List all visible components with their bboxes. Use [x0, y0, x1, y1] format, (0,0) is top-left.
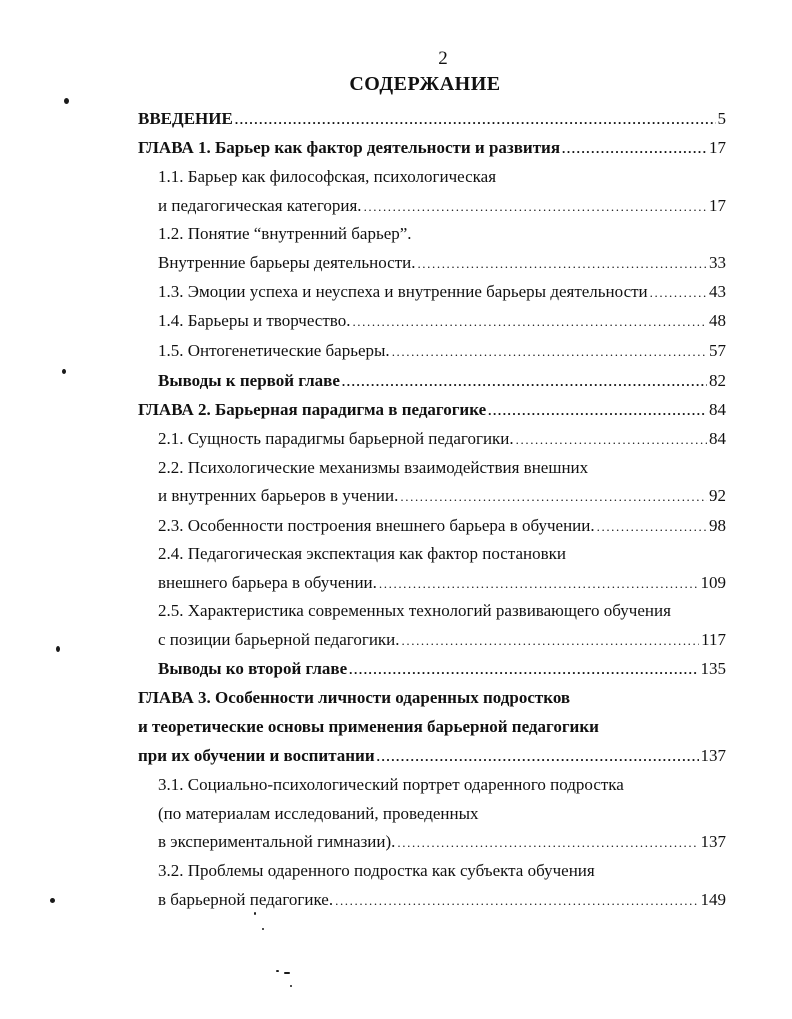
toc-entry-3-2 — [158, 885, 726, 914]
toc-entry-text: 1.5. Онтогенетические барьеры. — [158, 341, 390, 360]
toc-entry-1-2 — [158, 248, 726, 277]
toc-entry-conclusions-2 — [158, 654, 726, 683]
toc-page-number: 33 — [709, 253, 726, 272]
leader-dots — [597, 512, 707, 541]
toc-page-number: 82 — [709, 371, 726, 390]
toc-entry-text: 1.3. Эмоции успеха и неуспеха и внутренние барьеры деятельности — [158, 282, 648, 301]
toc-page-number: 17 — [709, 196, 726, 215]
toc-entry-intro — [138, 104, 726, 133]
scan-speck — [50, 898, 55, 903]
toc-entry-text: внешнего барьера в обучении. — [158, 573, 377, 592]
toc-entry-text: при их обучении и воспитании — [138, 746, 375, 765]
toc-entry-2-2 — [158, 481, 726, 510]
toc-entry-text: ГЛАВА 1. Барьер как фактор деятельности и развития — [138, 138, 561, 157]
leader-dots — [235, 105, 716, 134]
toc-entry-chapter-2 — [138, 395, 726, 424]
toc-entry-2-3 — [158, 511, 726, 540]
scan-speck — [56, 646, 60, 652]
toc-entry-2-5-line-1: 2.5. Характеристика современных технологий развивающего обучения — [158, 601, 671, 620]
leader-dots — [352, 307, 707, 336]
leader-dots — [377, 742, 699, 771]
scan-speck — [262, 928, 264, 930]
scan-speck — [276, 970, 279, 972]
toc-entry-text: в экспериментальной гимназии). — [158, 832, 396, 851]
leader-dots — [335, 886, 698, 915]
toc-page-number: 84 — [709, 429, 726, 448]
toc-entry-chapter-3-line-2: и теоретические основы применения барьерной педагогики — [138, 717, 599, 736]
leader-dots — [402, 626, 700, 655]
toc-page-number: 98 — [709, 516, 726, 535]
toc-page-number: 48 — [709, 311, 726, 330]
leader-dots — [392, 337, 707, 366]
leader-dots — [400, 482, 707, 511]
toc-entry-text: Внутренние барьеры деятельности. — [158, 253, 416, 272]
leader-dots — [516, 425, 707, 454]
leader-dots — [417, 249, 707, 278]
leader-dots — [342, 367, 707, 396]
leader-dots — [562, 134, 707, 163]
toc-entry-text: и педагогическая категория. — [158, 196, 362, 215]
toc-entry-2-4-line-1: 2.4. Педагогическая экспектация как фактор постановки — [158, 544, 566, 563]
toc-page-number: 109 — [700, 573, 726, 592]
leader-dots — [379, 569, 699, 598]
toc-page-number: 149 — [700, 890, 726, 909]
toc-entry-text: ВВЕДЕНИЕ — [138, 109, 233, 128]
toc-page-number: 137 — [700, 832, 726, 851]
toc-entry-1-1 — [158, 191, 726, 220]
scan-speck — [62, 369, 66, 374]
toc-page-number: 117 — [701, 630, 726, 649]
leader-dots — [488, 396, 707, 425]
toc-entry-2-4 — [158, 568, 726, 597]
toc-page-number: 17 — [709, 138, 726, 157]
leader-dots — [349, 655, 698, 684]
toc-entry-text: в барьерной педагогике. — [158, 890, 334, 909]
toc-entry-text: 2.3. Особенности построения внешнего барьера в обучении. — [158, 516, 595, 535]
scan-speck — [64, 98, 69, 104]
toc-entry-1-3 — [158, 277, 726, 306]
toc-entry-2-1 — [158, 424, 726, 453]
toc-page-number: 84 — [709, 400, 726, 419]
leader-dots — [397, 828, 698, 857]
toc-entry-text: 2.1. Сущность парадигмы барьерной педагогики. — [158, 429, 514, 448]
toc-entry-text: Выводы к первой главе — [158, 371, 340, 390]
toc-page-number: 57 — [709, 341, 726, 360]
toc-entry-conclusions-1 — [158, 366, 726, 395]
toc-entry-3-1-line-2: (по материалам исследований, проведенных — [158, 804, 479, 823]
toc-entry-chapter-3 — [138, 741, 726, 770]
toc-entry-text: ГЛАВА 2. Барьерная парадигма в педагогике — [138, 400, 487, 419]
toc-entry-3-1 — [158, 827, 726, 856]
toc-entry-1-4 — [158, 306, 726, 335]
page-title: СОДЕРЖАНИЕ — [349, 73, 501, 95]
leader-dots — [650, 278, 707, 307]
toc-entry-1-1-line-1: 1.1. Барьер как философская, психологическая — [158, 167, 497, 186]
toc-entry-1-5 — [158, 336, 726, 365]
leader-dots — [364, 192, 707, 221]
toc-entry-chapter-3-line-1: ГЛАВА 3. Особенности личности одаренных подростков — [138, 688, 571, 707]
toc-entry-text: 1.4. Барьеры и творчество. — [158, 311, 351, 330]
toc-entry-2-2-line-1: 2.2. Психологические механизмы взаимодействия внешних — [158, 458, 589, 477]
toc-entry-3-1-line-1: 3.1. Социально-психологический портрет одаренного подростка — [158, 775, 624, 794]
scan-speck — [284, 972, 290, 974]
toc-page-number: 135 — [700, 659, 726, 678]
toc-entry-2-5 — [158, 625, 726, 654]
toc-page-number: 137 — [700, 746, 726, 765]
toc-page-number: 43 — [709, 282, 726, 301]
toc-entry-text: с позиции барьерной педагогики. — [158, 630, 400, 649]
toc-entry-text: Выводы ко второй главе — [158, 659, 348, 678]
toc-entry-3-2-line-1: 3.2. Проблемы одаренного подростка как субъекта обучения — [158, 861, 595, 880]
toc-entry-text: и внутренних барьеров в учении. — [158, 486, 399, 505]
scan-speck — [290, 985, 292, 987]
toc-page-number: 5 — [717, 109, 726, 128]
toc-entry-chapter-1 — [138, 133, 726, 162]
toc-page-number: 92 — [709, 486, 726, 505]
scan-speck — [254, 912, 256, 915]
page-number: 2 — [438, 48, 448, 69]
toc-entry-1-2-line-1: 1.2. Понятие “внутренний барьер”. — [158, 224, 412, 243]
